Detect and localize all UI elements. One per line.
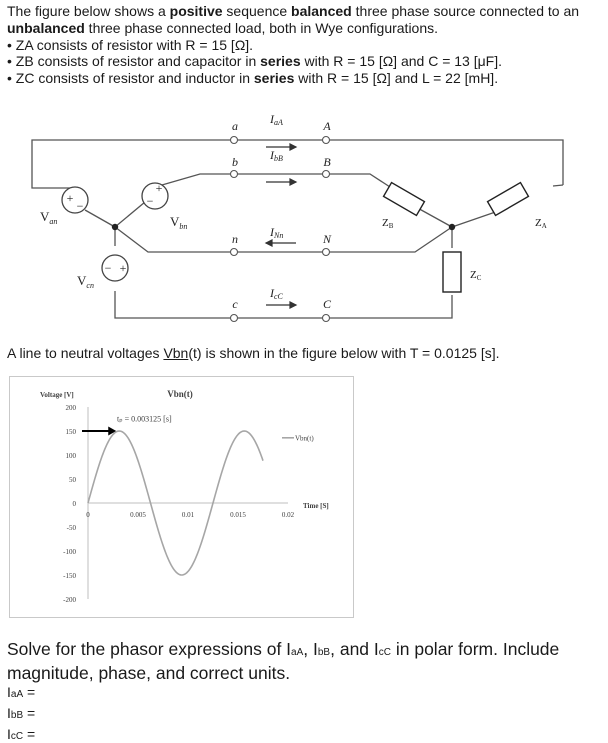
x-tick-label: 0.015 [230,511,246,519]
label-C: C [322,297,332,311]
y-tick-label: -150 [63,572,76,580]
intro-text-1: The figure below shows a [7,3,170,19]
label-vbn: $V_{bn}$ [170,214,188,231]
x-tick-label: 0.02 [281,511,295,519]
intro-paragraph [7,3,605,37]
answer-label: I [7,684,11,700]
answer-sub: aA [10,689,24,700]
arrow-iaA [290,144,296,150]
label-i-aA: IaA [270,112,283,127]
terminal-B [323,171,330,178]
intro-text-5: three phase source connected to an [351,3,580,19]
zb-text-1: • ZB consists of resistor and capacitor in [7,53,261,70]
label-b: b [232,155,238,169]
y-tick-label: 150 [65,428,76,436]
y-tick-label: -100 [63,548,76,556]
label-N: N [322,232,332,246]
intro-unbalanced: unbalanced [7,19,85,36]
van-minus: − [76,199,84,213]
answer-ibB [7,705,35,721]
problem-intro [7,3,605,87]
arrow-iNn [266,240,272,246]
question-part-1: Solve for the phasor expressions of I [7,639,292,659]
terminal-A [323,137,330,144]
label-B: B [323,155,331,169]
vcn-minus: − [104,261,112,275]
intro-balanced: balanced [291,3,352,19]
source-neutral-node [112,224,118,230]
label-zc: ZC [470,269,482,282]
terminal-a [231,137,238,144]
answer-eq: = [23,726,36,742]
y-tick-label: 0 [72,500,76,508]
impedance-za [488,183,529,216]
waveform-description [7,345,500,361]
impedance-zc [443,252,461,292]
peak-time-annotation: tₚ = 0.003125 [s] [117,414,172,424]
vcn-plus: + [119,261,127,275]
arrow-icC [290,302,296,308]
vbn-plus: + [155,181,163,195]
intro-text-3: sequence [222,3,292,19]
label-i-cC: IcC [270,286,283,301]
chart-title: Vbn(t) [167,389,193,399]
terminal-C [323,315,330,322]
intro-text-7: three phase connected load, both in Wye configurations. [84,19,439,36]
y-axis-title: Voltage [V] [40,391,74,399]
question-text [7,639,605,684]
question-sub-2: bB [317,647,331,658]
legend-label: Vbn(t) [295,434,314,443]
zc-series: series [253,70,295,87]
arrow-ibB [290,179,296,185]
x-tick-label: 0.01 [181,511,195,519]
label-n: n [232,232,238,246]
answer-sub: cC [10,731,24,742]
vbn-chart [9,376,354,618]
answer-eq: = [23,684,36,700]
van-plus: + [66,191,74,205]
bullet-zb [7,53,605,70]
question-part-2: , I [303,639,318,659]
y-tick-label: -50 [66,524,76,532]
zc-text-1: • ZC consists of resistor and inductor in [7,70,254,87]
mid-text-before: A line to neutral voltages [7,345,164,361]
mid-text-after: (t) is shown in the figure below with T = 0.0125 [s]. [188,345,500,361]
bullet-zc [7,70,605,87]
label-a: a [232,119,238,133]
mid-text-variable: Vbn [163,345,189,361]
zb-series: series [260,53,301,70]
bullet-za: • ZA consists of resistor with R = 15 [Ω]. [7,36,254,53]
label-vcn: $V_{cn}$ [77,273,94,290]
label-zb: ZB [382,217,394,230]
x-tick-label: 0.005 [130,511,146,519]
question-part-4: in polar form. Include magnitude, phase, and correct units. [7,639,560,683]
intro-positive: positive [169,3,223,19]
vbn-minus: − [146,194,154,208]
answer-icC [7,726,35,742]
vbn-chart-svg [10,377,353,617]
load-neutral-node [449,224,455,230]
y-tick-label: 50 [69,476,76,484]
question-part-3: , and I [330,639,379,659]
answer-eq: = [23,705,36,721]
x-tick-label: 0 [86,511,90,519]
peak-arrow-head [108,427,116,436]
question-sub-3: cC [378,647,391,658]
y-tick-label: -200 [63,596,76,604]
terminal-b [231,171,238,178]
impedance-zb [384,183,425,216]
x-axis-title: Time [S] [303,502,329,510]
label-van: $V_{an}$ [40,209,58,226]
label-za: ZA [535,217,547,230]
label-A: A [323,119,331,133]
label-i-Nn: INn [270,225,284,240]
terminal-n [231,249,238,256]
answer-iaA [7,684,35,700]
answer-label: I [7,726,11,742]
label-c: c [232,297,238,311]
terminal-c [231,315,238,322]
answer-sub: bB [10,710,24,721]
question-sub-1: aA [291,647,304,658]
answer-label: I [7,705,11,721]
circuit-diagram [0,110,608,335]
terminal-N [323,249,330,256]
y-tick-label: 200 [65,404,76,412]
y-tick-label: 100 [65,452,76,460]
zc-text-3: with R = 15 [Ω] and L = 22 [mH]. [294,70,499,87]
zb-text-3: with R = 15 [Ω] and C = 13 [μF]. [300,53,503,70]
label-i-bB: IbB [270,148,283,163]
